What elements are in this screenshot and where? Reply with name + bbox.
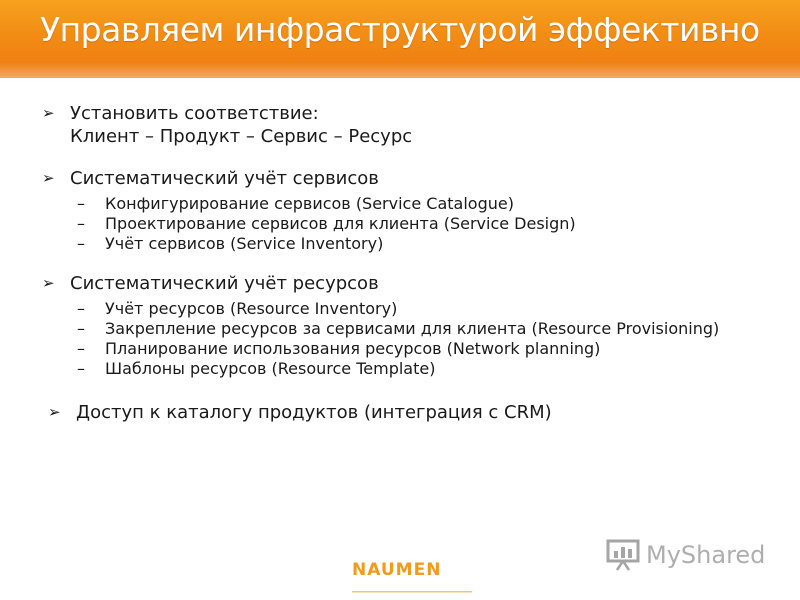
list-item (77, 299, 742, 319)
logo-text: NAUMEN (352, 560, 442, 580)
list-item-text: Конфигурирование сервисов (Service Catalogue) (105, 194, 514, 213)
list-item-text: Проектирование сервисов для клиента (Service Design) (105, 214, 576, 233)
presentation-board-icon (606, 538, 640, 572)
bullet-continuation: Клиент – Продукт – Сервис – Ресурс (70, 126, 413, 147)
slide-title: Управляем инфраструктурой эффективно (40, 10, 760, 49)
list-item (77, 214, 742, 234)
dash-icon: – (77, 299, 85, 318)
bullet-text: Доступ к каталогу продуктов (интеграция с CRM) (76, 402, 552, 423)
list-item (77, 234, 742, 254)
naumen-logo (352, 560, 472, 586)
sub-list-resources (42, 299, 742, 379)
dash-icon: – (77, 339, 85, 358)
bullet-text: Систематический учёт сервисов (70, 168, 379, 189)
list-item-text: Шаблоны ресурсов (Resource Template) (105, 359, 436, 378)
dash-icon: – (77, 194, 85, 213)
watermark-text: MyShared (646, 541, 766, 569)
arrow-bullet-icon: ➢ (42, 104, 55, 122)
list-item-text: Закрепление ресурсов за сервисами для клиента (Resource Provisioning) (105, 319, 720, 338)
bullet-text: Установить соответствие: (70, 103, 319, 124)
bullet-crm (48, 401, 742, 424)
arrow-bullet-icon: ➢ (42, 274, 55, 292)
list-item-text: Учёт сервисов (Service Inventory) (105, 234, 384, 253)
sub-list-services (42, 194, 742, 254)
title-bar (0, 0, 800, 78)
list-item (77, 359, 742, 379)
slide-content (42, 102, 742, 424)
bullet-resources (42, 272, 742, 295)
bullet-services (42, 167, 742, 190)
list-item (77, 339, 742, 359)
arrow-bullet-icon: ➢ (48, 403, 61, 421)
list-item (77, 194, 742, 214)
list-item-text: Планирование использования ресурсов (Network planning) (105, 339, 601, 358)
bullet-mapping (42, 102, 742, 125)
dash-icon: – (77, 359, 85, 378)
logo-tagline-mark (352, 589, 472, 595)
list-item-text: Учёт ресурсов (Resource Inventory) (105, 299, 398, 318)
dash-icon: – (77, 319, 85, 338)
myshared-watermark (606, 536, 765, 574)
arrow-bullet-icon: ➢ (42, 169, 55, 187)
dash-icon: – (77, 214, 85, 233)
list-item (77, 319, 742, 339)
bullet-text: Систематический учёт ресурсов (70, 273, 379, 294)
dash-icon: – (77, 234, 85, 253)
